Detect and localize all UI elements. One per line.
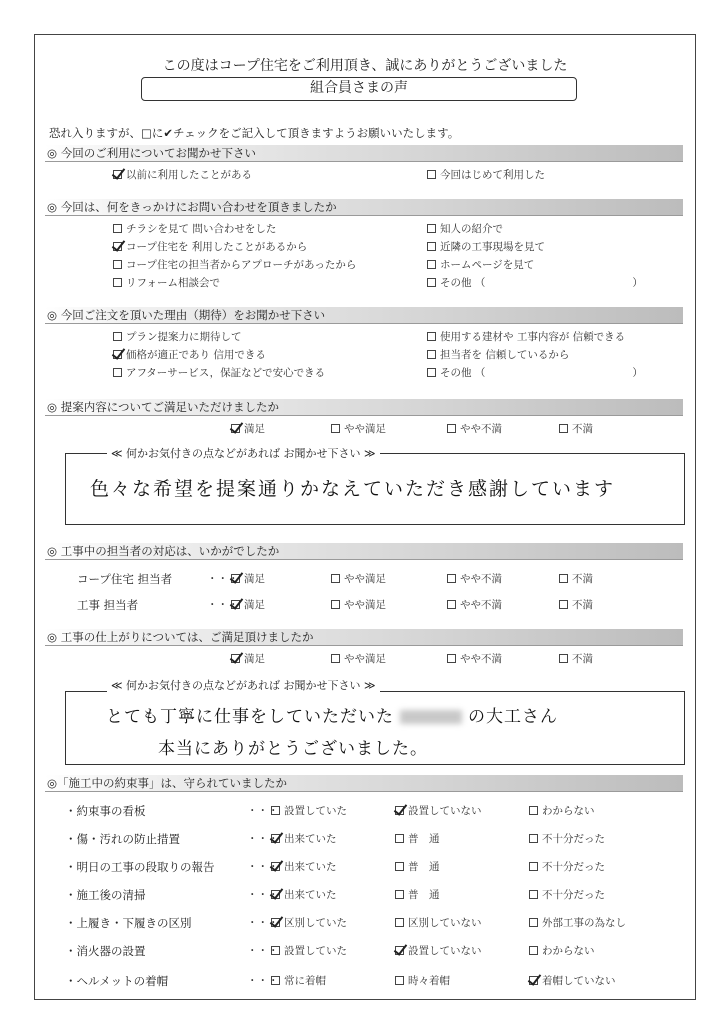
checkbox[interactable] <box>395 862 404 871</box>
q5-option[interactable]: やや満足 <box>331 571 386 586</box>
checkbox[interactable] <box>331 654 340 663</box>
comment-box-finish[interactable] <box>65 691 685 765</box>
checkbox[interactable] <box>231 574 240 583</box>
q7-option[interactable]: 出来ていた <box>271 859 337 874</box>
q5-option[interactable]: 不満 <box>559 571 593 586</box>
checkbox[interactable] <box>447 574 456 583</box>
handwritten-comment-line2: 本当にありがとうございました。 <box>158 739 428 759</box>
checkbox[interactable] <box>427 278 436 287</box>
checkbox[interactable] <box>113 260 122 269</box>
comment-hint: ≪ 何かお気付きの点などがあれば お聞かせ下さい ≫ <box>107 445 380 461</box>
dots: ・・・ <box>207 599 239 611</box>
checkbox[interactable] <box>395 834 404 843</box>
checkbox[interactable] <box>271 976 280 985</box>
checkbox[interactable] <box>427 368 436 377</box>
q5-option[interactable]: 満足 <box>231 571 265 586</box>
q3-option[interactable]: その他 （ ） <box>427 365 643 380</box>
dots: ・・・ <box>247 975 279 987</box>
q5-option[interactable]: やや満足 <box>331 597 386 612</box>
q7-option[interactable]: 出来ていた <box>271 831 337 846</box>
comment-hint: ≪ 何かお気付きの点などがあれば お聞かせ下さい ≫ <box>107 677 380 693</box>
checkbox[interactable] <box>447 600 456 609</box>
row-label: ・ヘルメットの着帽 <box>65 974 169 988</box>
q7-option[interactable]: 普 通 <box>395 887 440 902</box>
checkbox[interactable] <box>113 350 122 359</box>
checkbox[interactable] <box>559 654 568 663</box>
q6-option[interactable]: やや満足 <box>331 651 386 666</box>
checkbox[interactable] <box>231 654 240 663</box>
q5-option[interactable]: 満足 <box>231 597 265 612</box>
q3-option[interactable]: 価格が適正であり 信用できる <box>113 347 266 362</box>
checkbox[interactable] <box>395 946 404 955</box>
dots: ・・・ <box>247 917 279 929</box>
row-label: ・上履き・下履きの区別 <box>65 916 192 930</box>
q7-option[interactable]: 不十分だった <box>529 887 605 902</box>
q5-option[interactable]: やや不満 <box>447 571 502 586</box>
q7-option[interactable]: 出来ていた <box>271 887 337 902</box>
checkbox[interactable] <box>529 834 538 843</box>
comment-box-proposal[interactable] <box>65 453 685 525</box>
row-label: ・施工後の清掃 <box>65 888 146 902</box>
row-label: 工事 担当者 <box>77 598 139 612</box>
q2-option[interactable]: コープ住宅の担当者からアプローチがあったから <box>113 257 356 272</box>
q6-option[interactable]: 満足 <box>231 651 265 666</box>
dots: ・・・ <box>207 573 239 585</box>
checkbox[interactable] <box>331 574 340 583</box>
checkbox[interactable] <box>395 976 404 985</box>
q7-option[interactable]: 普 通 <box>395 859 440 874</box>
q6-option[interactable]: 不満 <box>559 651 593 666</box>
q5-option[interactable]: 不満 <box>559 597 593 612</box>
section-heading-staff: ◎ 工事中の担当者の対応は、いかがでしたか <box>45 543 683 560</box>
q4-option[interactable]: 不満 <box>559 421 593 436</box>
q7-option[interactable]: 設置していない <box>395 803 482 818</box>
survey-form <box>34 34 696 1000</box>
checkbox[interactable] <box>427 170 436 179</box>
checkbox[interactable] <box>271 862 280 871</box>
q7-option[interactable]: 設置していた <box>271 943 347 958</box>
row-label: ・明日の工事の段取りの報告 <box>65 860 215 874</box>
checkbox[interactable] <box>231 424 240 433</box>
q7-option[interactable]: 設置していた <box>271 803 347 818</box>
q5-option[interactable]: やや不満 <box>447 597 502 612</box>
q7-option[interactable]: 区別していない <box>395 915 482 930</box>
q2-option[interactable]: 近隣の工事現場を見て <box>427 239 545 254</box>
checkbox[interactable] <box>395 890 404 899</box>
q2-option[interactable]: その他 （ ） <box>427 275 643 290</box>
checkbox[interactable] <box>271 890 280 899</box>
checkbox[interactable] <box>271 834 280 843</box>
row-label: ・消火器の設置 <box>65 944 146 958</box>
q7-option[interactable]: 不十分だった <box>529 859 605 874</box>
checkbox[interactable] <box>113 242 122 251</box>
q7-option[interactable]: わからない <box>529 943 595 958</box>
checkbox[interactable] <box>529 806 538 815</box>
q7-option[interactable]: 不十分だった <box>529 831 605 846</box>
q7-option[interactable]: わからない <box>529 803 595 818</box>
q4-option[interactable]: やや満足 <box>331 421 386 436</box>
checkbox[interactable] <box>427 332 436 341</box>
dots: ・・・ <box>247 945 279 957</box>
instructions: 恐れ入りますが、□に✔チェックをご記入して頂きますようお願いいたします。 <box>49 126 460 140</box>
dots: ・・・ <box>247 805 279 817</box>
checkbox[interactable] <box>447 654 456 663</box>
section-heading-finish: ◎ 工事の仕上がりについては、ご満足頂けましたか <box>45 629 683 646</box>
checkbox[interactable] <box>113 278 122 287</box>
dots: ・・・ <box>247 889 279 901</box>
q7-option[interactable]: 普 通 <box>395 831 440 846</box>
row-label: コープ住宅 担当者 <box>77 572 173 586</box>
checkbox[interactable] <box>271 806 280 815</box>
q7-option[interactable]: 外部工事の為なし <box>529 915 626 930</box>
section-heading-trigger: ◎ 今回は、何をきっかけにお問い合わせを頂きましたか <box>45 199 683 216</box>
checkbox[interactable] <box>231 600 240 609</box>
checkbox[interactable] <box>559 424 568 433</box>
section-heading-reason: ◎ 今回ご注文を頂いた理由（期待）をお聞かせ下さい <box>45 307 683 324</box>
checkbox[interactable] <box>529 976 538 985</box>
checkbox[interactable] <box>529 862 538 871</box>
q6-option[interactable]: やや不満 <box>447 651 502 666</box>
q3-option[interactable]: プラン提案力に期待して <box>113 329 242 344</box>
q4-option[interactable]: やや不満 <box>447 421 502 436</box>
dots: ・・・ <box>247 861 279 873</box>
q7-option[interactable]: 設置していない <box>395 943 482 958</box>
handwritten-comment-line1: とても丁寧に仕事をしていただいた の大工さん <box>106 707 558 727</box>
q7-option[interactable]: 常に着帽 <box>271 973 326 988</box>
q2-option[interactable]: コープ住宅を 利用したことがあるから <box>113 239 307 254</box>
checkbox[interactable] <box>395 918 404 927</box>
checkbox[interactable] <box>271 918 280 927</box>
checkbox[interactable] <box>331 600 340 609</box>
q1-option[interactable]: 以前に利用したことがある <box>113 167 252 182</box>
q1-option[interactable]: 今回はじめて利用した <box>427 167 545 182</box>
checkbox[interactable] <box>529 946 538 955</box>
checkbox[interactable] <box>529 890 538 899</box>
checkbox[interactable] <box>447 424 456 433</box>
row-label: ・傷・汚れの防止措置 <box>65 832 180 846</box>
form-title: この度はコープ住宅をご利用頂き、誠にありがとうございました <box>162 58 568 74</box>
row-label: ・約束事の看板 <box>65 804 146 818</box>
checkbox[interactable] <box>427 260 436 269</box>
q2-option[interactable]: 知人の紹介で <box>427 221 503 236</box>
form-subtitle: 組合員さまの声 <box>141 77 577 101</box>
q7-option[interactable]: 区別していた <box>271 915 347 930</box>
q2-option[interactable]: ホームページを見て <box>427 257 534 272</box>
checkbox[interactable] <box>113 224 122 233</box>
checkbox[interactable] <box>113 368 122 377</box>
checkbox[interactable] <box>271 946 280 955</box>
section-heading-proposal: ◎ 提案内容についてご満足いただけましたか <box>45 399 683 416</box>
checkbox[interactable] <box>395 806 404 815</box>
q2-option[interactable]: リフォーム相談会で <box>113 275 220 290</box>
q4-option[interactable]: 満足 <box>231 421 265 436</box>
q3-option[interactable]: アフターサービス，保証などで安心できる <box>113 365 325 380</box>
checkbox[interactable] <box>529 918 538 927</box>
redacted-name <box>400 710 462 724</box>
checkbox[interactable] <box>427 350 436 359</box>
checkbox[interactable] <box>559 600 568 609</box>
q2-option[interactable]: チラシを見て 問い合わせをした <box>113 221 276 236</box>
q3-option[interactable]: 使用する建材や 工事内容が 信頼できる <box>427 329 625 344</box>
checkbox[interactable] <box>559 574 568 583</box>
section-heading-rules: ◎「施工中の約束事」は、守られていましたか <box>45 775 683 792</box>
q3-option[interactable]: 担当者を 信頼しているから <box>427 347 569 362</box>
checkbox[interactable] <box>427 224 436 233</box>
checkbox[interactable] <box>427 242 436 251</box>
q7-option[interactable]: 着帽していない <box>529 973 616 988</box>
checkbox[interactable] <box>113 170 122 179</box>
dots: ・・・ <box>247 833 279 845</box>
checkbox[interactable] <box>331 424 340 433</box>
checkbox[interactable] <box>113 332 122 341</box>
section-heading-usage: ◎ 今回のご利用についてお聞かせ下さい <box>45 145 683 162</box>
handwritten-comment: 色々な希望を提案通りかなえていただき感謝しています <box>90 478 616 500</box>
q7-option[interactable]: 時々着帽 <box>395 973 450 988</box>
